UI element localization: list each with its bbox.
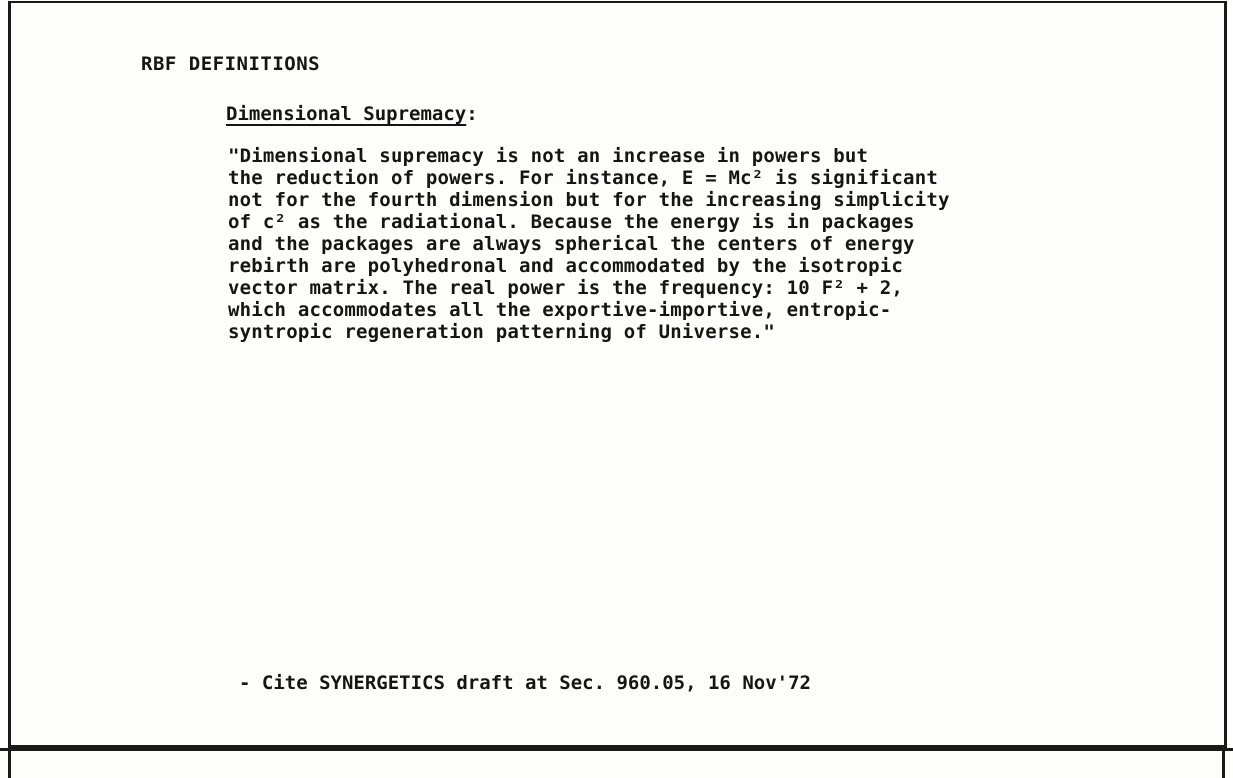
definition-line: of c² as the radiational. Because the energy is in packages <box>228 211 915 233</box>
next-card-left-edge <box>8 751 11 778</box>
next-card-edge <box>0 748 1233 778</box>
definition-line: rebirth are polyhedronal and accommodated by the isotropic <box>228 255 904 277</box>
definition-line: which accommodates all the exportive-importive, entropic- <box>228 299 892 321</box>
definition-card <box>8 1 1227 748</box>
definition-line: not for the fourth dimension but for the increasing simplicity <box>228 189 950 211</box>
next-card-right-edge <box>1222 751 1225 778</box>
term-colon: : <box>466 103 478 125</box>
term-title-text: Dimensional Supremacy <box>226 103 467 125</box>
definition-line: "Dimensional supremacy is not an increase in powers but <box>228 145 869 167</box>
definition-line: and the packages are always spherical the centers of energy <box>228 233 915 255</box>
definition-text <box>228 145 950 343</box>
definition-line: vector matrix. The real power is the frequency: 10 F² + 2, <box>228 277 904 299</box>
definition-line: syntropic regeneration patterning of Universe." <box>228 321 776 343</box>
term-title <box>226 103 478 125</box>
card-heading: RBF DEFINITIONS <box>141 53 321 75</box>
citation: - Cite SYNERGETICS draft at Sec. 960.05, 16 Nov'72 <box>239 672 811 694</box>
definition-line: the reduction of powers. For instance, E = Mc² is significant <box>228 167 938 189</box>
